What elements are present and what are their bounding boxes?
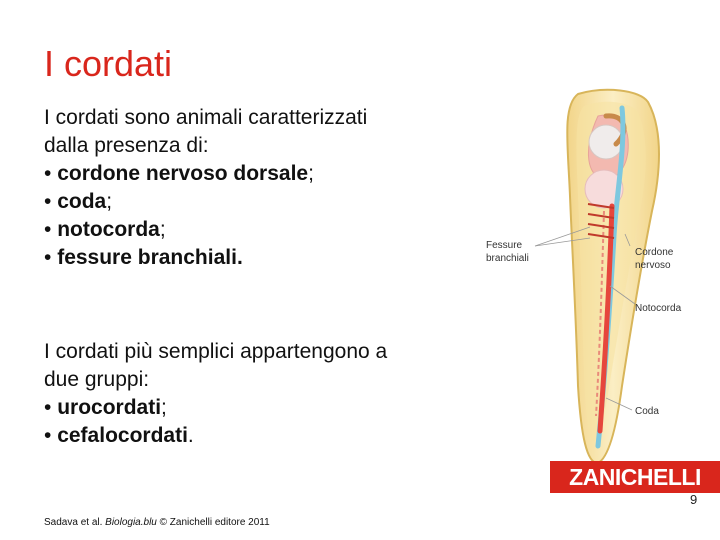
list-item (44, 160, 484, 188)
footer-prefix: Sadava et al. (44, 517, 106, 528)
list-item (44, 188, 484, 216)
groups-line-2: due gruppi: (44, 368, 150, 391)
page-number: 9 (690, 492, 698, 507)
footer-suffix: © Zanichelli editore 2011 (156, 517, 270, 528)
trait-suffix: ; (106, 190, 113, 213)
group-suffix: . (187, 424, 194, 447)
label-fessure-2: branchiali (486, 253, 529, 264)
chordate-diagram (480, 86, 710, 471)
list-item (44, 216, 484, 244)
bullet-icon: • (44, 396, 52, 419)
groups-list (44, 394, 484, 450)
bullet-icon: • (44, 162, 52, 185)
label-cordone-1: Cordone (635, 247, 674, 258)
trait-suffix: ; (308, 162, 314, 185)
label-notocorda: Notocorda (635, 303, 682, 314)
intro-paragraph (44, 104, 484, 272)
label-coda: Coda (635, 406, 659, 417)
list-item (44, 244, 484, 272)
intro-line-2: dalla presenza di: (44, 134, 209, 157)
group-text: urocordati (57, 396, 162, 419)
groups-paragraph (44, 338, 484, 450)
bullet-icon: • (44, 218, 52, 241)
trait-suffix: ; (159, 218, 166, 241)
traits-list (44, 160, 484, 272)
bullet-icon: • (44, 424, 52, 447)
bullet-icon: • (44, 246, 52, 269)
zanichelli-logo: ZANICHELLI (550, 461, 720, 493)
label-fessure-1: Fessure (486, 240, 523, 251)
trait-text: coda (57, 190, 107, 213)
trait-text: notocorda (57, 218, 160, 241)
label-cordone-2: nervoso (635, 260, 671, 271)
group-text: cefalocordati (57, 424, 188, 447)
intro-line-1: I cordati sono animali caratterizzati (44, 106, 368, 129)
list-item (44, 394, 484, 422)
trait-text: cordone nervoso dorsale (57, 162, 309, 185)
groups-line-1: I cordati più semplici appartengono a (44, 340, 388, 363)
group-suffix: ; (161, 396, 167, 419)
trait-text: fessure branchiali. (57, 246, 243, 269)
slide-title: I cordati (44, 43, 173, 84)
footer-book-title: Biologia.blu (105, 517, 157, 528)
list-item (44, 422, 484, 450)
bullet-icon: • (44, 190, 52, 213)
footer-citation (44, 517, 270, 528)
